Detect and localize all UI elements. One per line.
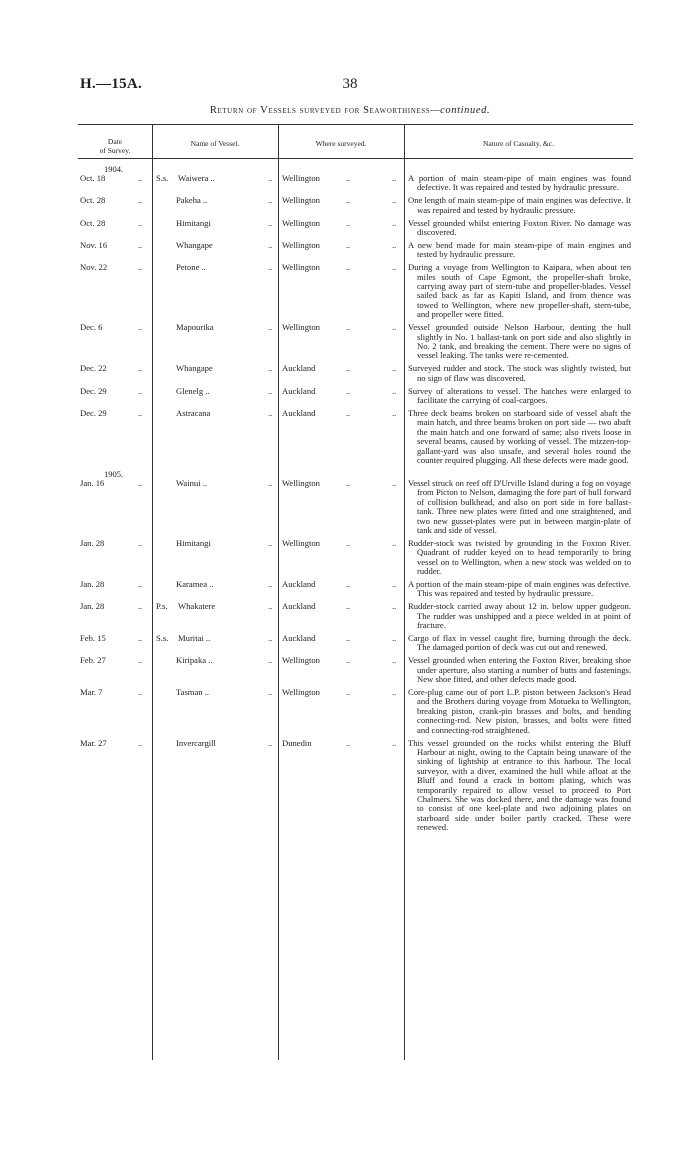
leader-dots: .. (138, 578, 143, 589)
leader-dots: .. (346, 537, 351, 548)
vessel-name: Glenelg .. (176, 385, 210, 396)
survey-date: Mar. 7 (80, 687, 103, 697)
leader-dots: .. (346, 477, 351, 488)
casualty-description: Core-plug came out of port L.P. piston between Jackson's Head and the Brothers during voyage from Motueka to Wellington, breaking piston, crank-pin brasses and bolts, and bending connecting-rod. New piston, brasses, and bolts were fitted and connecting-rod straightened. (408, 687, 631, 735)
nature-cell (408, 539, 631, 577)
table-row (78, 688, 633, 735)
place-name: Auckland (282, 601, 316, 612)
leader-dots: .. (268, 737, 273, 748)
leader-dots: .. (138, 655, 143, 666)
place-name: Wellington (282, 322, 320, 333)
date-cell (80, 241, 150, 250)
casualty-description: One length of main steam-pipe of main engines was defective. It was repaired and tested by hydraulic pressure. (408, 195, 631, 215)
header-date-line2: of Survey. (99, 146, 131, 155)
table-row (78, 739, 633, 833)
page-header (0, 76, 700, 96)
table-row (78, 539, 633, 577)
vessel-cell (156, 174, 276, 183)
date-cell (80, 263, 150, 272)
survey-date: Dec. 6 (80, 322, 103, 333)
nature-cell (408, 739, 631, 833)
place-cell (282, 323, 404, 332)
leader-dots: .. (268, 322, 273, 333)
vessel-name: Karamea .. (176, 578, 214, 589)
leader-dots: .. (138, 363, 143, 374)
place-cell (282, 241, 404, 250)
place-name: Auckland (282, 407, 316, 418)
nature-cell (408, 196, 631, 215)
place-name: Auckland (282, 578, 316, 589)
vessel-name: Pakeha .. (176, 195, 208, 206)
survey-date: Jan. 28 (80, 537, 105, 548)
leader-dots: .. (392, 195, 397, 206)
casualty-description: Vessel grounded outside Nelson Harbour, denting the hull slightly in No. 1 ballast-tank on port side and also slightly in No. 2 tank, and breaking the cement. There were no signs of vessel leaking. The tanks were re-cemented. (408, 322, 631, 361)
nature-cell (408, 323, 631, 361)
leader-dots: .. (138, 737, 143, 748)
place-cell (282, 196, 404, 205)
casualty-description: Surveyed rudder and stock. The stock was slightly twisted, but no sign of flaw was discovered. (408, 363, 631, 383)
leader-dots: .. (392, 239, 397, 250)
leader-dots: .. (138, 407, 143, 418)
casualty-description: A portion of main steam-pipe of main engines was found defective. It was repaired and tested by hydraulic pressure. (408, 173, 631, 193)
vessel-name: Whangape (176, 363, 213, 374)
casualty-description: A new bend made for main steam-pipe of main engines and tested by hydraulic pressure. (408, 239, 631, 260)
title-suffix: —continued. (430, 105, 491, 116)
table-body (78, 164, 633, 836)
survey-date: Jan. 28 (80, 578, 105, 589)
survey-date: Oct. 18 (80, 173, 106, 183)
date-cell (80, 174, 150, 183)
place-name: Wellington (282, 655, 320, 666)
table-row (78, 323, 633, 361)
leader-dots: .. (346, 407, 351, 418)
table-row (78, 580, 633, 599)
leader-dots: .. (346, 239, 351, 250)
nature-cell (408, 364, 631, 383)
table-title (0, 105, 700, 116)
table-row (78, 241, 633, 260)
vessel-name: Whakatere (178, 601, 216, 612)
place-cell (282, 656, 404, 665)
leader-dots: .. (138, 217, 143, 228)
date-cell (80, 580, 150, 589)
leader-dots: .. (138, 262, 143, 273)
leader-dots: .. (346, 363, 351, 374)
header-date (78, 133, 152, 159)
place-cell (282, 602, 404, 611)
nature-cell (408, 688, 631, 735)
date-cell (80, 219, 150, 228)
nature-cell (408, 634, 631, 653)
date-cell (80, 409, 150, 418)
leader-dots: .. (268, 477, 273, 488)
place-name: Wellington (282, 537, 320, 548)
place-name: Wellington (282, 195, 320, 206)
leader-dots: .. (392, 322, 397, 333)
leader-dots: .. (268, 537, 273, 548)
casualty-description: Rudder-stock carried away about 12 in. below upper gudgeon. The rudder was unshipped and a piece welded in at point of fracture. (408, 601, 631, 631)
title-main: Return of Vessels surveyed for Seaworthiness (209, 105, 431, 116)
leader-dots: .. (346, 578, 351, 589)
table-row (78, 479, 633, 535)
vessel-name: Wainui .. (176, 477, 208, 488)
survey-date: Dec. 29 (80, 407, 107, 418)
place-name: Wellington (282, 687, 320, 697)
nature-cell (408, 241, 631, 260)
header-date-line1: Date (107, 137, 123, 146)
place-cell (282, 364, 404, 373)
table-header-rule (78, 158, 633, 159)
nature-cell (408, 219, 631, 238)
survey-date: Feb. 27 (80, 655, 106, 666)
vessel-name: Tasman .. (176, 687, 210, 697)
leader-dots: .. (138, 322, 143, 333)
leader-dots: .. (346, 687, 351, 697)
place-cell (282, 409, 404, 418)
table-row (78, 364, 633, 383)
year-text: 1905. (104, 468, 124, 479)
leader-dots: .. (138, 687, 143, 697)
date-cell (80, 323, 150, 332)
vessel-name: Petone .. (176, 262, 206, 273)
vessel-name: Muritai .. (178, 632, 211, 643)
survey-date: Feb. 15 (80, 632, 106, 643)
leader-dots: .. (392, 578, 397, 589)
vessel-name: Invercargill (176, 737, 216, 748)
nature-cell (408, 479, 631, 535)
table-row (78, 409, 633, 465)
leader-dots: .. (346, 385, 351, 396)
table-row (78, 219, 633, 238)
survey-date: Nov. 22 (80, 262, 108, 273)
leader-dots: .. (392, 407, 397, 418)
survey-date: Mar. 27 (80, 737, 107, 748)
leader-dots: .. (392, 477, 397, 488)
vessel-name: Waiwera .. (178, 173, 215, 183)
table-row (78, 174, 633, 193)
vessel-prefix: S.s. (156, 173, 169, 183)
date-cell (80, 602, 150, 611)
survey-date: Nov. 16 (80, 239, 108, 250)
nature-cell (408, 263, 631, 319)
place-cell (282, 688, 404, 697)
leader-dots: .. (392, 737, 397, 748)
date-cell (80, 364, 150, 373)
leader-dots: .. (392, 217, 397, 228)
leader-dots: .. (268, 385, 273, 396)
leader-dots: .. (392, 385, 397, 396)
vessel-survey-table (78, 124, 633, 1060)
leader-dots: .. (346, 655, 351, 666)
leader-dots: .. (268, 687, 273, 697)
leader-dots: .. (138, 601, 143, 612)
place-name: Dunedin (282, 737, 312, 748)
date-cell (80, 479, 150, 488)
casualty-description: Survey of alterations to vessel. The hatches were enlarged to facilitate the carrying of coal-cargoes. (408, 385, 631, 406)
leader-dots: .. (138, 173, 143, 183)
leader-dots: .. (392, 632, 397, 643)
date-cell (80, 634, 150, 643)
leader-dots: .. (346, 195, 351, 206)
header-nature: Nature of Casualty, &c. (483, 138, 554, 148)
leader-dots: .. (268, 655, 273, 666)
year-text: 1904. (104, 164, 124, 174)
leader-dots: .. (138, 537, 143, 548)
leader-dots: .. (346, 217, 351, 228)
survey-date: Jan. 28 (80, 601, 105, 612)
leader-dots: .. (346, 632, 351, 643)
place-name: Auckland (282, 385, 316, 396)
nature-cell (408, 602, 631, 630)
leader-dots: .. (138, 632, 143, 643)
casualty-description: A portion of the main steam-pipe of main engines was defective. This was repaired and tested by hydraulic pressure. (408, 578, 631, 599)
vessel-name: Mapourika (176, 322, 214, 333)
date-cell (80, 688, 150, 697)
casualty-description: Vessel grounded whilst entering Foxton River. No damage was discovered. (408, 217, 631, 238)
page-number: 38 (342, 76, 358, 92)
leader-dots: .. (138, 239, 143, 250)
survey-date: Oct. 28 (80, 195, 106, 206)
vessel-prefix: P.s. (156, 601, 168, 612)
leader-dots: .. (268, 601, 273, 612)
leader-dots: .. (268, 262, 273, 273)
casualty-description: During a voyage from Wellington to Kaipara, when about ten miles south of Cape Egmont, the propeller-shaft broke, carrying away part of stern-tube and propeller-blades. Vessel sailed back as far as Kapiti Island, and from thence was towed to Wellington, where new propeller-shaft, stern-tube, and propeller were fitted. (408, 262, 631, 320)
place-name: Wellington (282, 262, 320, 273)
leader-dots: .. (268, 195, 273, 206)
date-cell (80, 539, 150, 548)
leader-dots: .. (346, 601, 351, 612)
table-row (78, 196, 633, 215)
casualty-description: This vessel grounded on the rocks whilst entering the Bluff Harbour at night, owing to the Captain being unaware of the sinking of lightship at entrance to this harbour. The local surveyor, with a diver, examined the hull while afloat at the Bluff and found a crack in bottom plating, which was temporarily repaired to allow vessel to proceed to Port Chalmers. She was docked there, and the damage was found to consist of one keel-plate and two adjoining plates on starboard side under boiler partly cracked. These were renewed. (408, 737, 631, 833)
casualty-description: Vessel struck on reef off D'Urville Island during a fog on voyage from Picton to Nelson, damaging the fore part of hull forward of collision bulkhead, and also on port side in fore ballast-tank. Three new plates were fitted and one straightened, and two new gusset-plates were put in between margin-plate of tank and side of vessel. (408, 477, 631, 535)
nature-cell (408, 409, 631, 465)
place-name: Auckland (282, 632, 316, 643)
leader-dots: .. (346, 737, 351, 748)
place-cell (282, 539, 404, 548)
leader-dots: .. (392, 655, 397, 666)
leader-dots: .. (138, 477, 143, 488)
survey-date: Jan. 16 (80, 477, 105, 488)
table-row (78, 387, 633, 406)
casualty-description: Three deck beams broken on starboard side of vessel abaft the main hatch, and three beams broken on port side — two abaft the main hatch and one forward of same; also rivets loose in several beams, caused by working of vessel. The mizzen-top-gallant-yard was also unsafe, and several holes round the counter required plugging. All these defects were made good. (408, 407, 631, 465)
vessel-name: Kiripaka .. (176, 655, 213, 666)
leader-dots: .. (392, 363, 397, 374)
place-name: Wellington (282, 217, 320, 228)
leader-dots: .. (268, 363, 273, 374)
place-cell (282, 580, 404, 589)
place-name: Auckland (282, 363, 316, 374)
leader-dots: .. (138, 195, 143, 206)
vessel-name: Astracana (176, 407, 211, 418)
table-row (78, 634, 633, 653)
vessel-name: Himitangi (176, 537, 211, 548)
date-cell (80, 656, 150, 665)
vessel-cell (156, 634, 276, 643)
nature-cell (408, 174, 631, 193)
table-top-rule (78, 124, 633, 125)
leader-dots: .. (392, 687, 397, 697)
leader-dots: .. (392, 601, 397, 612)
vessel-name: Himitangi (176, 217, 211, 228)
leader-dots: .. (268, 239, 273, 250)
casualty-description: Vessel grounded when entering the Foxton River, breaking shoe under aperture, also starting a number of butts and fastenings. New shoe fitted, and other defects made good. (408, 655, 631, 685)
header-place: Where surveyed. (315, 138, 367, 148)
place-cell (282, 219, 404, 228)
leader-dots: .. (392, 173, 397, 183)
table-row (78, 656, 633, 684)
place-cell (282, 634, 404, 643)
leader-dots: .. (138, 385, 143, 396)
survey-date: Dec. 22 (80, 363, 107, 374)
place-name: Wellington (282, 477, 320, 488)
leader-dots: .. (268, 217, 273, 228)
leader-dots: .. (392, 537, 397, 548)
place-name: Wellington (282, 173, 320, 183)
nature-cell (408, 656, 631, 684)
date-cell (80, 387, 150, 396)
leader-dots: .. (346, 322, 351, 333)
leader-dots: .. (268, 173, 273, 183)
place-cell (282, 263, 404, 272)
leader-dots: .. (268, 407, 273, 418)
header-vessel: Name of Vessel. (190, 138, 240, 148)
vessel-prefix: S.s. (156, 632, 169, 643)
leader-dots: .. (268, 632, 273, 643)
vessel-name: Whangape (176, 239, 213, 250)
casualty-description: Rudder-stock was twisted by grounding in the Foxton River. Quadrant of rudder keyed on to head temporarily to bring vessel on to Wellington, when a new stock was welded on to rudder. (408, 537, 631, 577)
leader-dots: .. (346, 173, 351, 183)
place-cell (282, 479, 404, 488)
survey-date: Dec. 29 (80, 385, 107, 396)
date-cell (80, 739, 150, 748)
casualty-description: Cargo of flax in vessel caught fire, burning through the deck. The damaged portion of deck was cut out and renewed. (408, 632, 631, 653)
date-cell (80, 196, 150, 205)
leader-dots: .. (392, 262, 397, 273)
place-cell (282, 174, 404, 183)
place-cell (282, 739, 404, 748)
survey-date: Oct. 28 (80, 217, 106, 228)
table-row (78, 263, 633, 319)
nature-cell (408, 387, 631, 406)
place-cell (282, 387, 404, 396)
document-code: H.—15A. (80, 76, 143, 92)
vessel-cell (156, 602, 276, 611)
nature-cell (408, 580, 631, 599)
table-row (78, 602, 633, 630)
leader-dots: .. (346, 262, 351, 273)
place-name: Wellington (282, 239, 320, 250)
leader-dots: .. (268, 578, 273, 589)
